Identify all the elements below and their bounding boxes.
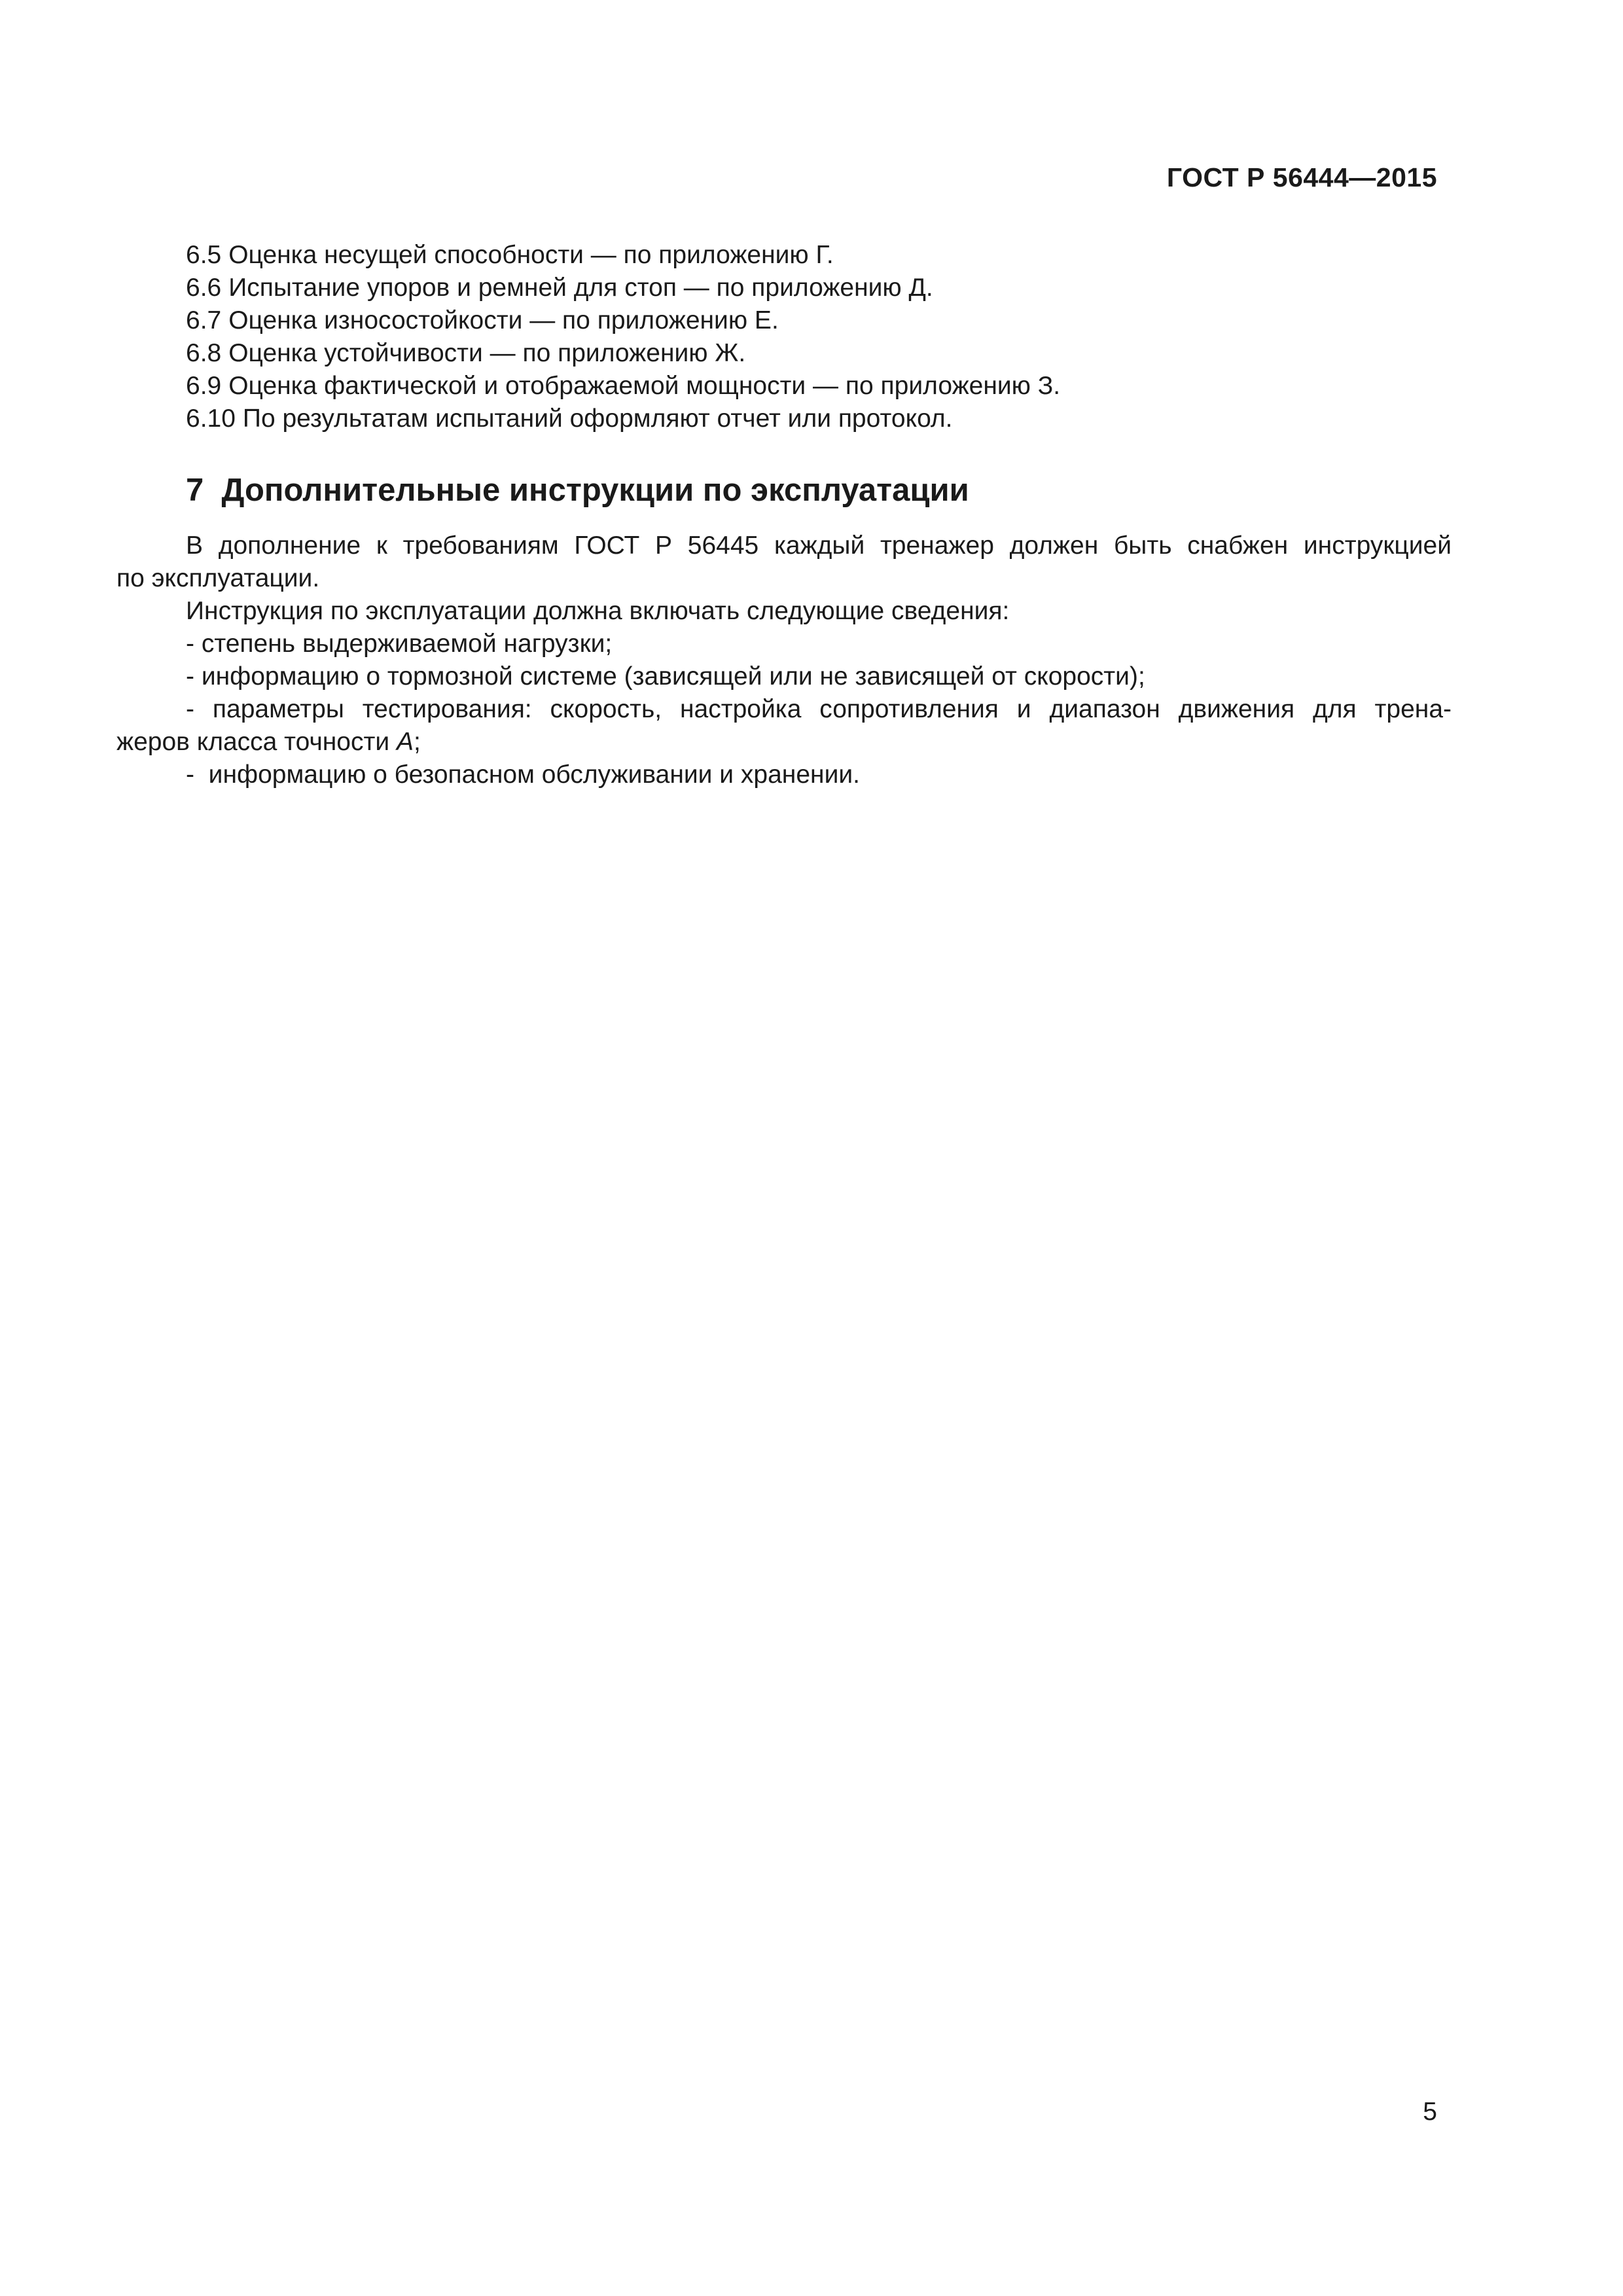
clause-6-9: [116, 370, 1452, 403]
accuracy-class: А: [396, 728, 414, 756]
clause-6-5: [116, 239, 1452, 272]
standard-header: ГОСТ Р 56444—2015: [1166, 162, 1437, 192]
section-number: 7: [186, 473, 204, 508]
clause-number: 6.5: [186, 241, 222, 269]
clause-number: 6.6: [186, 274, 222, 302]
list-item: - степень выдерживаемой нагрузки;: [186, 630, 613, 658]
clause-6-10: [116, 403, 1452, 435]
clause-number: 6.10: [186, 404, 236, 433]
list-item-text: жеров класса точности: [116, 728, 397, 756]
paragraph-1-line-2: по эксплуатации.: [116, 564, 320, 592]
page-number: 5: [1423, 2098, 1437, 2126]
list-item-line-1: - параметры тестирования: скорость, настройка сопротивления и диапазон движения для трена-: [186, 695, 1452, 723]
list-item: - информацию о безопасном обслуживании и хранении.: [186, 761, 860, 789]
section-title: Дополнительные инструкции по эксплуатации: [221, 473, 969, 508]
paragraph-1-line-1: В дополнение к требованиям ГОСТ Р 56445 каждый тренажер должен быть снабжен инструкцией: [186, 531, 1452, 560]
clause-text: Оценка износостойкости — по приложению Е.: [228, 306, 779, 334]
section-7-heading: [116, 471, 1452, 510]
clause-number: 6.8: [186, 339, 222, 367]
clause-6-6: [116, 272, 1452, 304]
list-item-end: ;: [414, 728, 421, 756]
clause-6-8: [116, 337, 1452, 370]
list-item: - информацию о тормозной системе (зависящей или не зависящей от скорости);: [186, 662, 1145, 691]
clause-number: 6.7: [186, 306, 222, 334]
page-content: [116, 239, 1452, 791]
list-item-line-2: [116, 726, 1452, 759]
clause-text: Испытание упоров и ремней для стоп — по приложению Д.: [228, 274, 933, 302]
clause-6-7: [116, 304, 1452, 337]
clause-text: Оценка фактической и отображаемой мощности — по приложению З.: [228, 372, 1061, 400]
clause-text: Оценка несущей способности — по приложению Г.: [228, 241, 834, 269]
clause-number: 6.9: [186, 372, 222, 400]
clause-text: Оценка устойчивости — по приложению Ж.: [228, 339, 746, 367]
clause-text: По результатам испытаний оформляют отчет или протокол.: [242, 404, 953, 433]
paragraph-2: Инструкция по эксплуатации должна включать следующие сведения:: [186, 597, 1010, 625]
